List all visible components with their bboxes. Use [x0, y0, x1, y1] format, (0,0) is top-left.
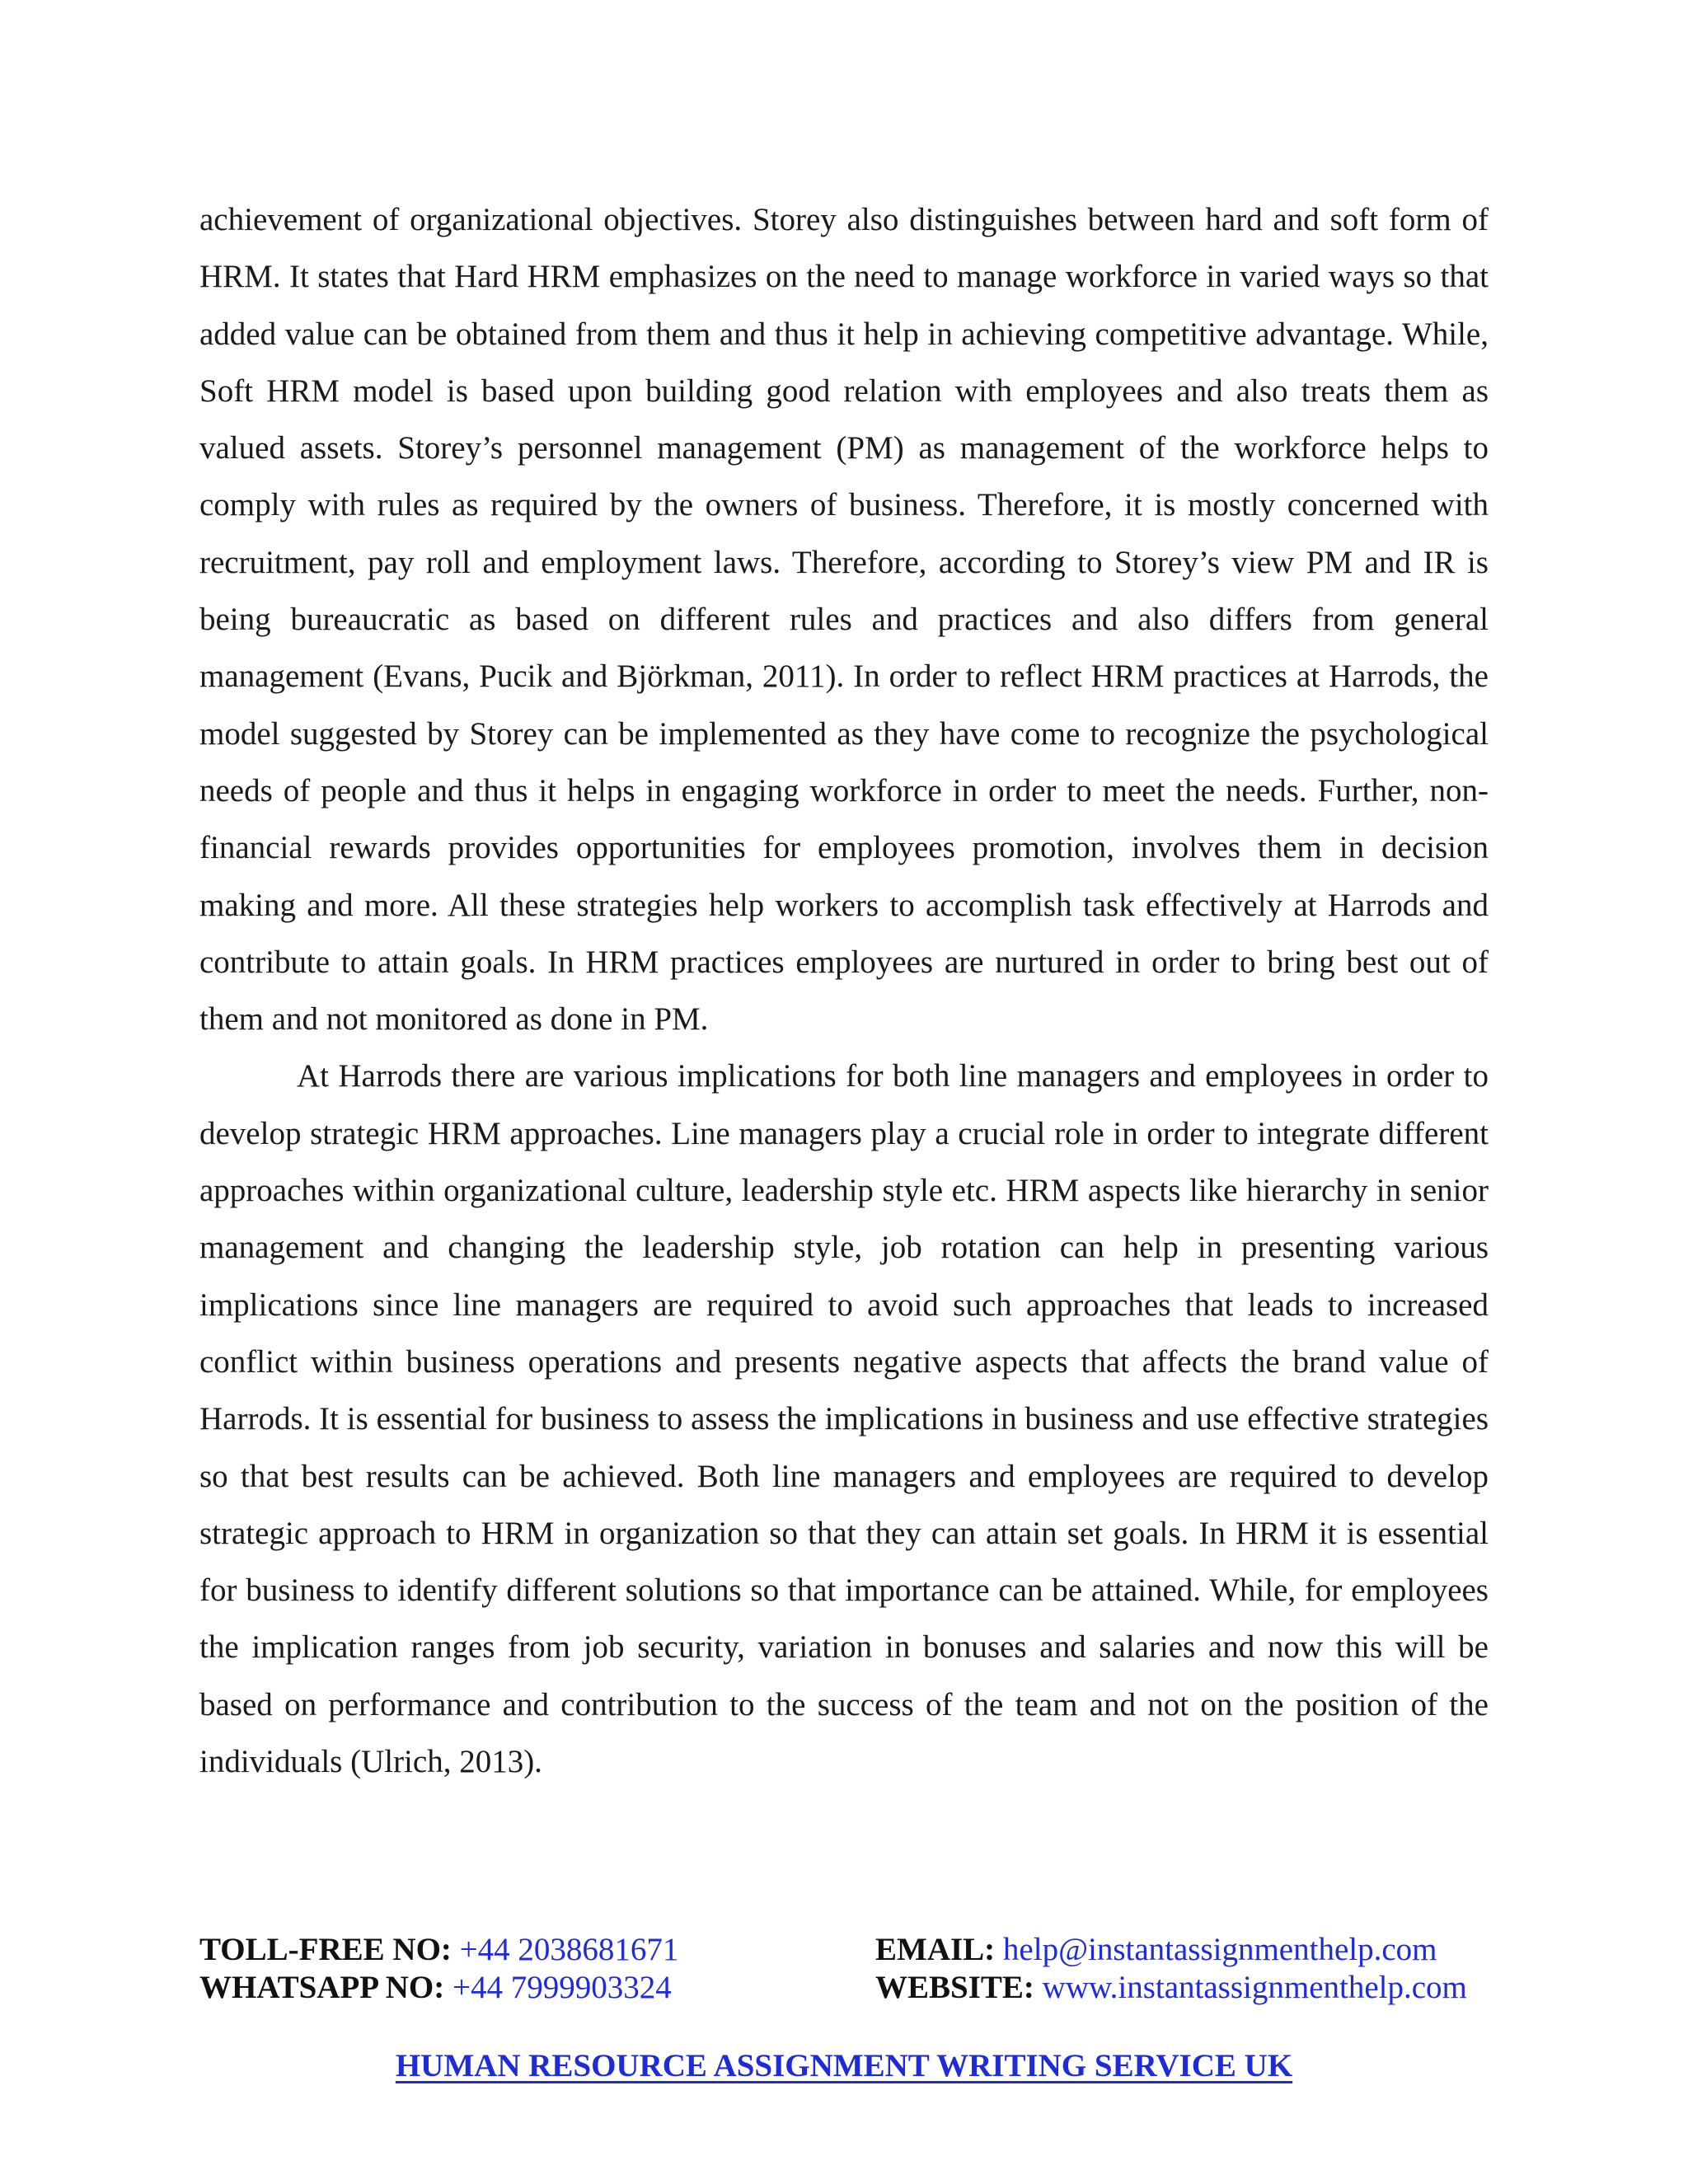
- whatsapp-label: WHATSAPP NO:: [199, 1970, 452, 2005]
- tollfree-label: TOLL-FREE NO:: [199, 1932, 460, 1967]
- document-body: [199, 191, 1489, 1790]
- contact-online-block: [875, 1931, 1467, 2007]
- contact-phone-block: [199, 1931, 678, 2007]
- service-link[interactable]: HUMAN RESOURCE ASSIGNMENT WRITING SERVICE UK: [395, 2048, 1293, 2083]
- email-row: [875, 1931, 1467, 1969]
- whatsapp-number-link[interactable]: +44 7999903324: [452, 1970, 672, 2005]
- whatsapp-row: [199, 1969, 678, 2007]
- email-label: EMAIL:: [875, 1932, 1003, 1967]
- website-row: [875, 1969, 1467, 2007]
- website-label: WEBSITE:: [875, 1970, 1043, 2005]
- paragraph-1: achievement of organizational objectives. Storey also distinguishes between hard and soft form of HRM. It states that Hard HRM emphasizes on the need to manage workforce in varied ways so that added value can be obtained from them and thus it help in achieving competitive advantage. While, Soft HRM model is based upon building good relation with employees and also treats them as valued assets. Storey’s personnel management (PM) as management of the workforce helps to comply with rules as required by the owners of business. Therefore, it is mostly concerned with recruitment, pay roll and employment laws. Therefore, according to Storey’s view PM and IR is being bureaucratic as based on different rules and practices and also differs from general management (Evans, Pucik and Björkman, 2011). In order to reflect HRM practices at Harrods, the model suggested by Storey can be implemented as they have come to recognize the psychological needs of people and thus it helps in engaging workforce in order to meet the needs. Further, non-financial rewards provides opportunities for employees promotion, involves them in decision making and more. All these strategies help workers to accomplish task effectively at Harrods and contribute to attain goals. In HRM practices employees are nurtured in order to bring best out of them and not monitored as done in PM.: [199, 202, 1489, 1038]
- email-link[interactable]: help@instantassignmenthelp.com: [1002, 1932, 1437, 1967]
- tollfree-row: [199, 1931, 678, 1969]
- paragraph-2: At Harrods there are various implications for both line managers and employees in order to develop strategic HRM approaches. Line managers play a crucial role in order to integrate different approaches within organizational culture, leadership style etc. HRM aspects like hierarchy in senior management and changing the leadership style, job rotation can help in presenting various implications since line managers are required to avoid such approaches that leads to increased conflict within business operations and presents negative aspects that affects the brand value of Harrods. It is essential for business to assess the implications in business and use effective strategies so that best results can be achieved. Both line managers and employees are required to develop strategic approach to HRM in organization so that they can attain set goals. In HRM it is essential for business to identify different solutions so that importance can be attained. While, for employees the implication ranges from job security, variation in bonuses and salaries and now this will be based on performance and contribution to the success of the team and not on the position of the individuals (Ulrich, 2013).: [199, 1058, 1489, 1780]
- website-link[interactable]: www.instantassignmenthelp.com: [1042, 1970, 1467, 2005]
- tollfree-number-link[interactable]: +44 2038681671: [459, 1932, 679, 1967]
